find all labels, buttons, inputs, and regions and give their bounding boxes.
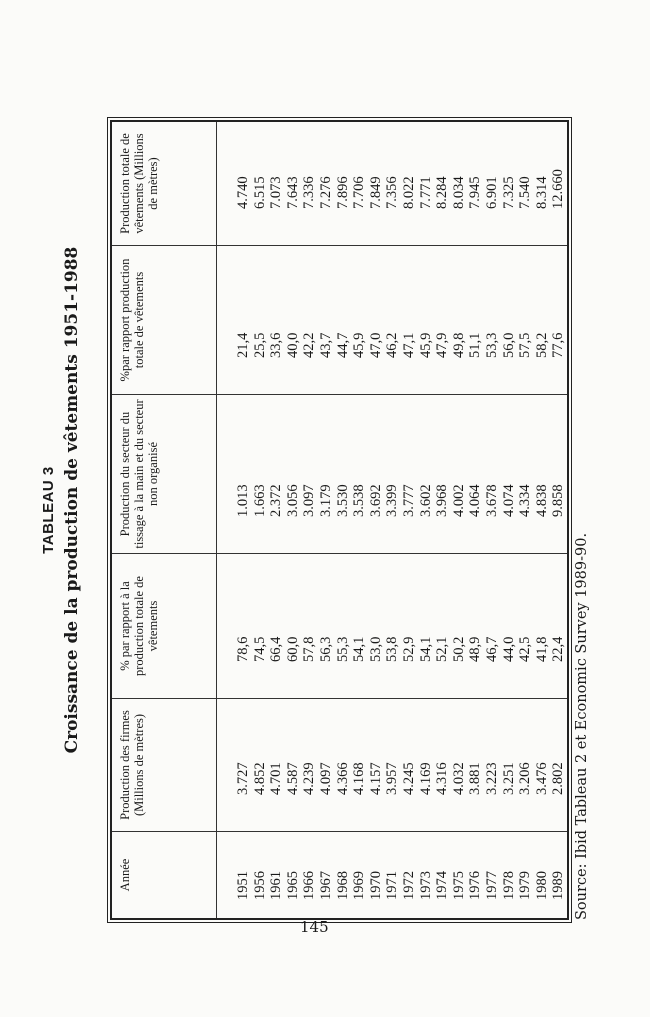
table-cell: 3.602 [417,484,434,517]
column-pct-tissage [217,246,568,395]
table-cell: 1.013 [235,484,251,517]
table-cell: 1967 [317,871,334,900]
table-cell: 44,0 [500,636,517,662]
table-cell: 2.372 [268,484,285,517]
table-cell: 56,0 [500,332,517,358]
table-cell: 47,1 [400,332,417,358]
table-cell: 47,0 [367,332,384,358]
table-cell: 4.838 [533,484,550,517]
table-cell: 42,5 [517,636,534,662]
production-table [110,120,569,920]
table-cell: 7.325 [500,176,517,209]
table-cell: 77,6 [550,332,567,358]
header-pct-tissage: %par rapport production totale de vêtements [111,246,217,395]
header-pct-firmes: % par rapport à la production totale de vêtements [111,554,217,699]
column-production-firmes [217,699,568,832]
table-cell: 1977 [483,871,500,900]
table-cell: 1973 [417,871,434,900]
table-cell: 53,0 [367,636,384,662]
table-cell: 6.901 [483,176,500,209]
table-cell: 60,0 [284,636,301,662]
table-cell: 1965 [284,871,301,900]
table-cell: 45,9 [351,332,368,358]
table-cell: 4.366 [334,762,351,795]
table-cell: 53,8 [384,636,401,662]
table-cell: 3.968 [434,484,451,517]
header-production-totale: Production totale de vêtements (Millions de mètres) [111,121,217,246]
table-cell: 7.706 [351,176,368,209]
table-title: Croissance de la production de vêtements 1951-1988 [62,246,82,754]
table-cell: 46,7 [483,636,500,662]
table-cell: 1966 [301,871,318,900]
table-cell: 3.777 [400,484,417,517]
table-cell: 7.356 [384,176,401,209]
table-cell: 1980 [533,871,550,900]
table-cell: 25,5 [251,332,268,358]
table-cell: 1979 [517,871,534,900]
table-cell: 8.284 [434,176,451,209]
table-cell: 1969 [351,871,368,900]
table-cell: 7.276 [317,176,334,209]
table-cell: 74,5 [251,636,268,662]
table-cell: 45,9 [417,332,434,358]
table-cell: 7.336 [301,176,318,209]
header-production-firmes: Production des firmes (Millions de mètres) [111,699,217,832]
table-cell: 52,1 [434,636,451,662]
table-cell: 44,7 [334,332,351,358]
table-cell: 4.074 [500,484,517,517]
table-cell: 1971 [384,871,401,900]
table-cell: 57,8 [301,636,318,662]
table-cell: 1970 [367,871,384,900]
table-cell: 1.663 [251,484,268,517]
table-cell: 1976 [467,871,484,900]
table-cell: 40,0 [284,332,301,358]
table-cell: 4.239 [301,762,318,795]
table-cell: 7.896 [334,176,351,209]
table-cell: 33,6 [268,332,285,358]
table-cell: 3.251 [500,762,517,795]
table-cell: 4.245 [400,762,417,795]
table-cell: 54,1 [417,636,434,662]
table-cell: 4.316 [434,762,451,795]
table-cell: 4.064 [467,484,484,517]
table-cell: 8.022 [400,176,417,209]
table-cell: 4.334 [517,484,534,517]
table-cell: 8.314 [533,176,550,209]
table-cell: 58,2 [533,332,550,358]
table-cell: 4.002 [450,484,467,517]
table-cell: 3.476 [533,762,550,795]
table-body-row [217,121,568,919]
table-cell: 8.034 [450,176,467,209]
table-cell: 2.802 [550,762,567,795]
table-cell: 1961 [268,871,285,900]
table-cell: 3.678 [483,484,500,517]
table-cell: 3.538 [351,484,368,517]
table-cell: 7.771 [417,176,434,209]
table-cell: 4.168 [351,762,368,795]
table-cell: 52,9 [400,636,417,662]
table-cell: 4.740 [235,176,251,209]
table-cell: 56,3 [317,636,334,662]
column-annee [217,832,568,920]
source-note: Source: Ibid Tableau 2 et Economic Survey 1989-90. [574,532,590,920]
table-cell: 4.587 [284,762,301,795]
header-annee: Année [111,832,217,920]
table-cell: 4.097 [317,762,334,795]
table-cell: 1975 [450,871,467,900]
table-cell: 42,2 [301,332,318,358]
table-cell: 3.056 [284,484,301,517]
table-cell: 4.032 [450,762,467,795]
table-cell: 7.945 [467,176,484,209]
table-cell: 49,8 [450,332,467,358]
table-cell: 41,8 [533,636,550,662]
table-cell: 46,2 [384,332,401,358]
table-cell: 51,1 [467,332,484,358]
table-cell: 21,4 [235,332,251,358]
table-cell: 66,4 [268,636,285,662]
table-cell: 53,3 [483,332,500,358]
page-number: 145 [300,918,329,936]
header-production-tissage: Production du secteur du tissage à la main et du secteur non organisé [111,395,217,554]
table-cell: 3.881 [467,762,484,795]
table-cell: 1972 [400,871,417,900]
table-cell: 1978 [500,871,517,900]
table-cell: 3.097 [301,484,318,517]
table-cell: 1974 [434,871,451,900]
table-cell: 3.957 [384,762,401,795]
table-cell: 47,9 [434,332,451,358]
table-cell: 3.692 [367,484,384,517]
table-cell: 4.701 [268,762,285,795]
table-cell: 12.660 [550,169,567,209]
table-cell: 7.540 [517,176,534,209]
table-cell: 43,7 [317,332,334,358]
table-cell: 78,6 [235,636,251,662]
table-label: TABLEAU 3 [40,466,57,554]
table-header-row [111,121,217,919]
table-cell: 7.073 [268,176,285,209]
column-production-totale [217,121,568,246]
table-cell: 9.858 [550,484,567,517]
table-cell: 3.179 [317,484,334,517]
table-cell: 3.206 [517,762,534,795]
table-cell: 3.399 [384,484,401,517]
table-cell: 1968 [334,871,351,900]
table-cell: 4.157 [367,762,384,795]
table-cell: 1989 [550,871,567,900]
column-production-tissage [217,395,568,554]
table-cell: 48,9 [467,636,484,662]
table-cell: 1956 [251,871,268,900]
table-cell: 4.852 [251,762,268,795]
table-cell: 50,2 [450,636,467,662]
table-cell: 55,3 [334,636,351,662]
table-cell: 7.643 [284,176,301,209]
table-cell: 22,4 [550,636,567,662]
table-cell: 4.169 [417,762,434,795]
table-cell: 57,5 [517,332,534,358]
table-cell: 3.223 [483,762,500,795]
table-cell: 3.530 [334,484,351,517]
rotated-page-content [40,120,600,920]
column-pct-firmes [217,554,568,699]
table-cell: 6.515 [251,176,268,209]
table-cell: 1951 [235,871,251,900]
table-cell: 7.849 [367,176,384,209]
table-cell: 54,1 [351,636,368,662]
table-cell: 3.727 [235,762,251,795]
